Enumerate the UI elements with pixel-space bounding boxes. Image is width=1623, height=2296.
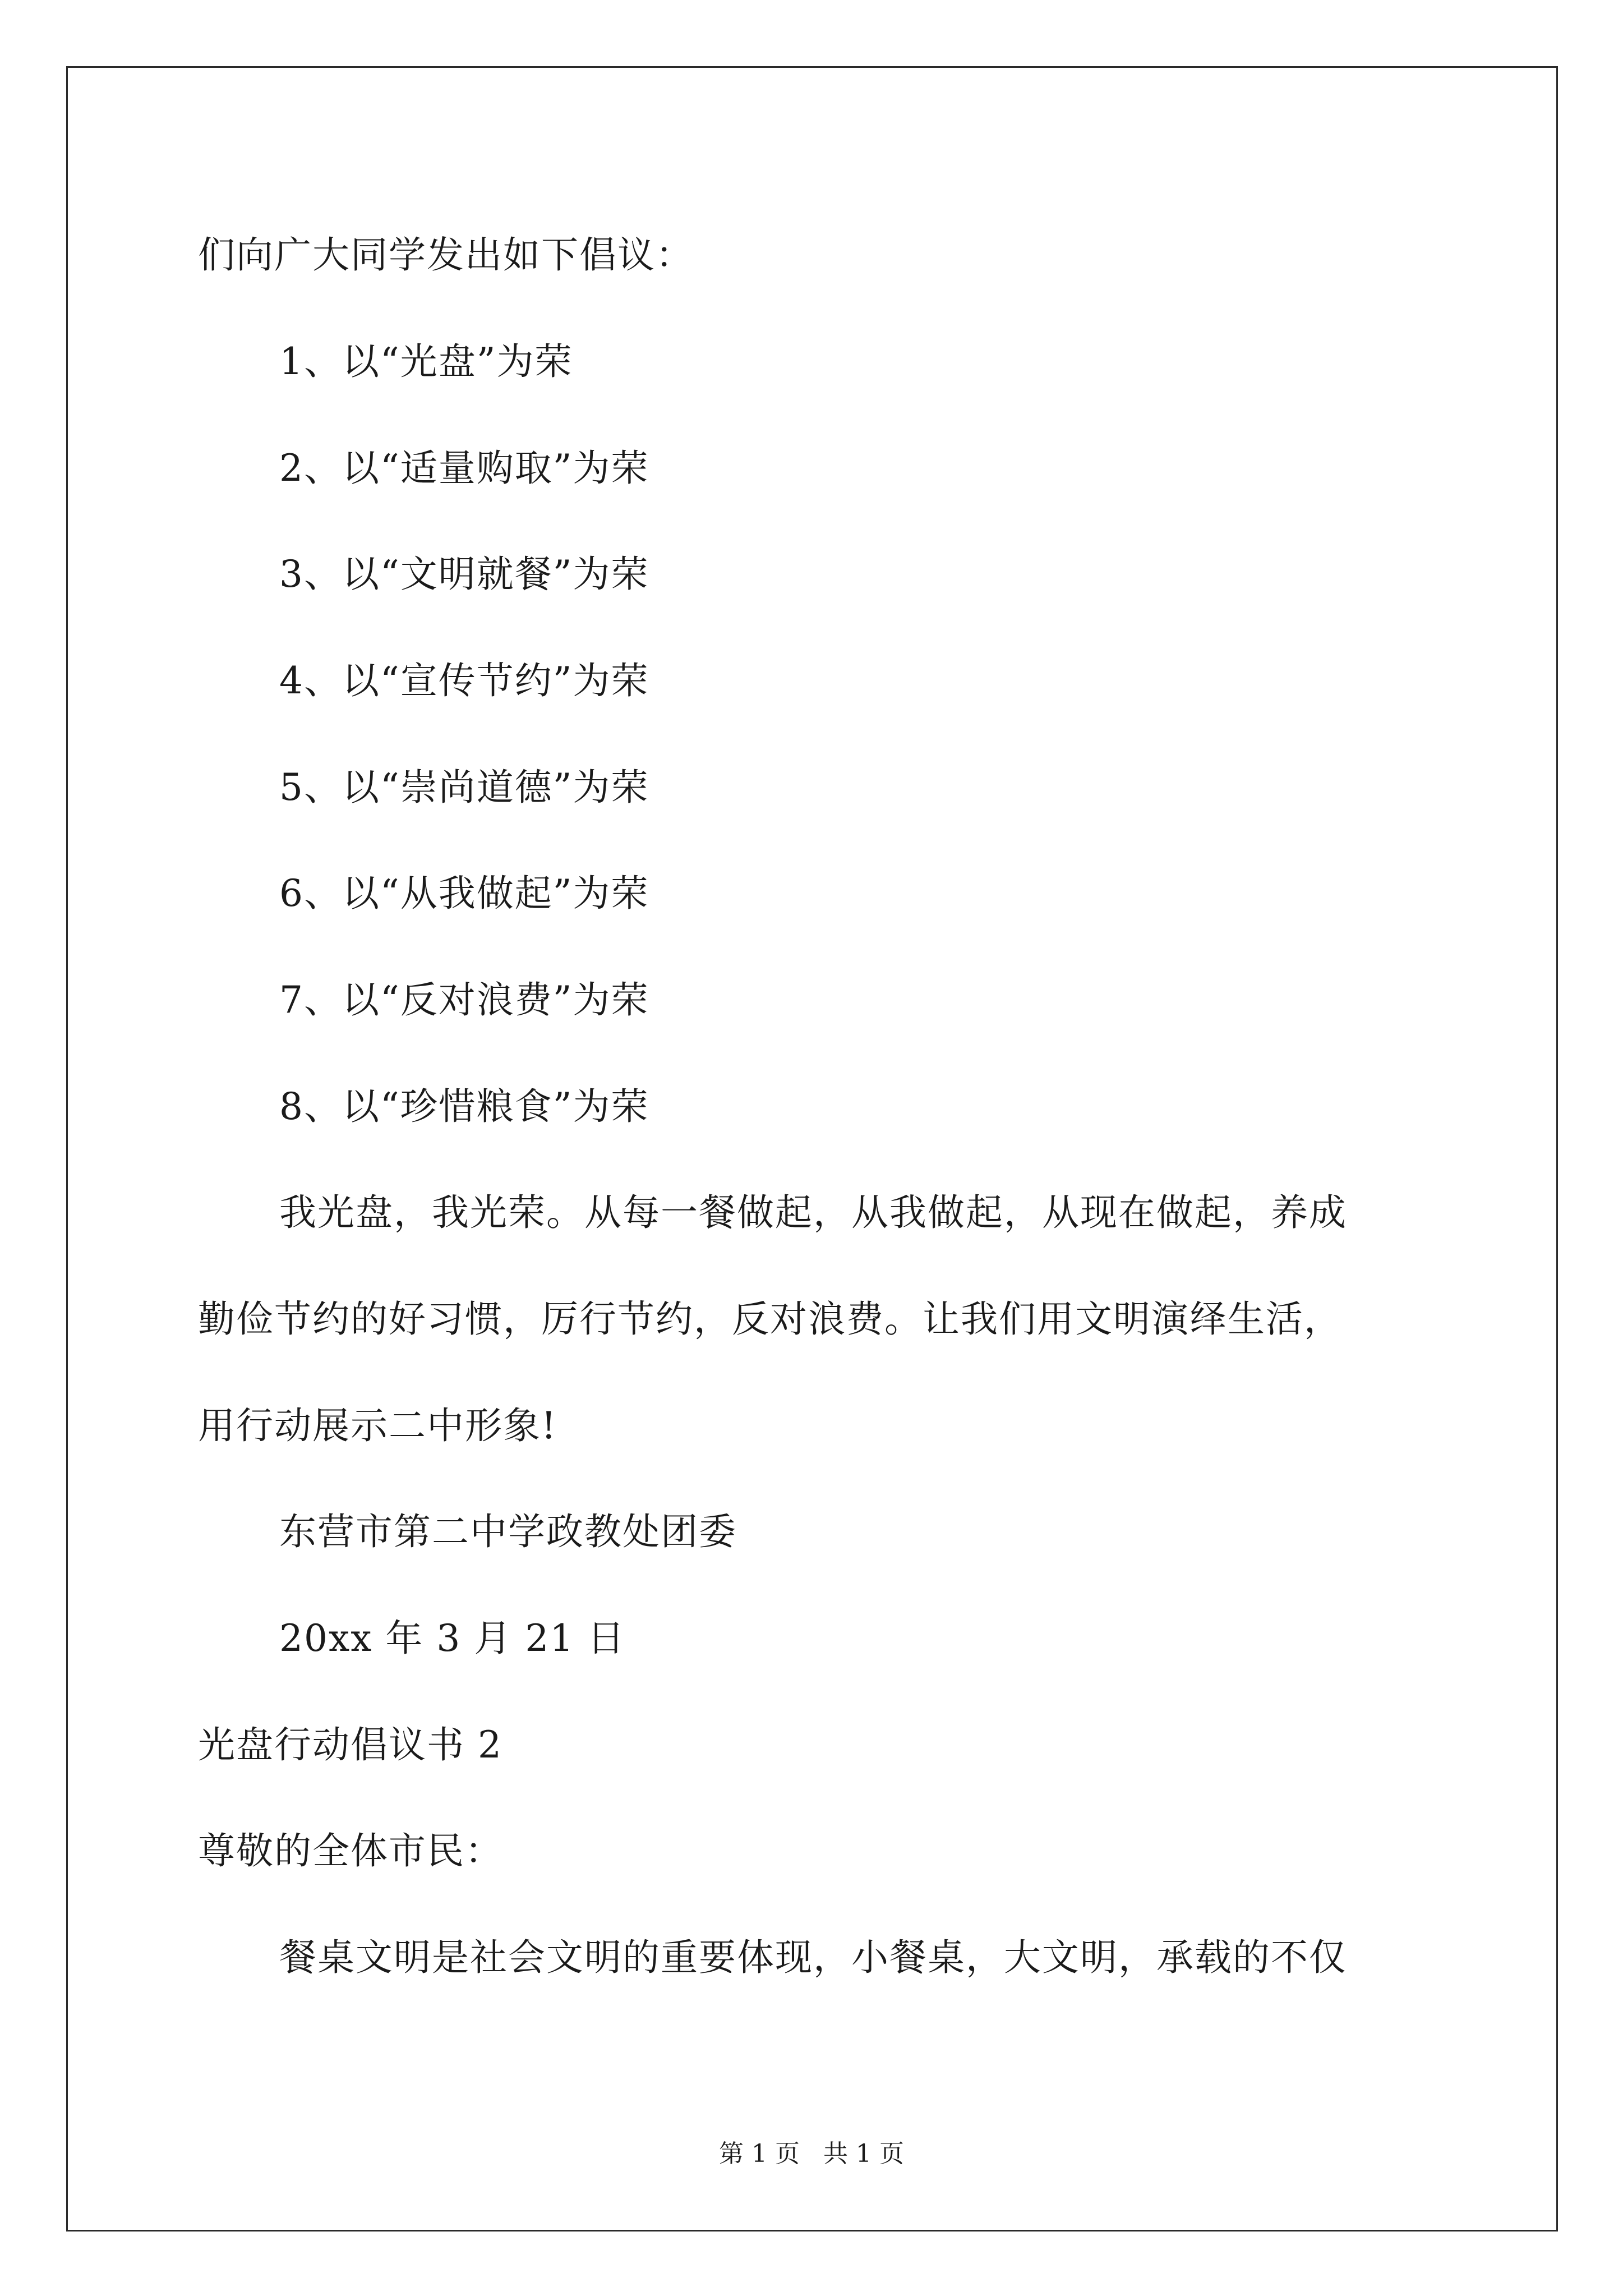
list-item: 4、以“宣传节约”为荣	[279, 659, 649, 702]
list-item: 8、以“珍惜粮食”为荣	[279, 1085, 649, 1128]
list-item: 6、以“从我做起”为荣	[279, 872, 649, 915]
salutation: 尊敬的全体市民：	[198, 1829, 503, 1872]
page-indicator: 第 1 页 共 1 页	[719, 2139, 904, 2168]
page-border	[66, 66, 1558, 2231]
paragraph-line: 餐桌文明是社会文明的重要体现，小餐桌，大文明，承载的不仅	[279, 1936, 1347, 1979]
list-item: 1、以“光盘”为荣	[279, 340, 573, 383]
list-item: 3、以“文明就餐”为荣	[279, 553, 649, 596]
paragraph-line: 用行动展示二中形象!	[198, 1404, 557, 1447]
list-item: 2、以“适量购取”为荣	[279, 447, 649, 490]
paragraph-line: 我光盘，我光荣。从每一餐做起，从我做起，从现在做起，养成	[279, 1191, 1347, 1234]
signature-org: 东营市第二中学政教处团委	[279, 1510, 737, 1553]
list-item: 7、以“反对浪费”为荣	[279, 978, 649, 1022]
text-line: 们向广大同学发出如下倡议：	[198, 233, 694, 277]
list-item: 5、以“崇尚道德”为荣	[279, 766, 649, 809]
signature-date: 20xx 年 3 月 21 日	[279, 1617, 626, 1660]
section-title: 光盘行动倡议书 2	[198, 1723, 502, 1766]
paragraph-line: 勤俭节约的好习惯，厉行节约，反对浪费。让我们用文明演绎生活，	[198, 1297, 1342, 1341]
